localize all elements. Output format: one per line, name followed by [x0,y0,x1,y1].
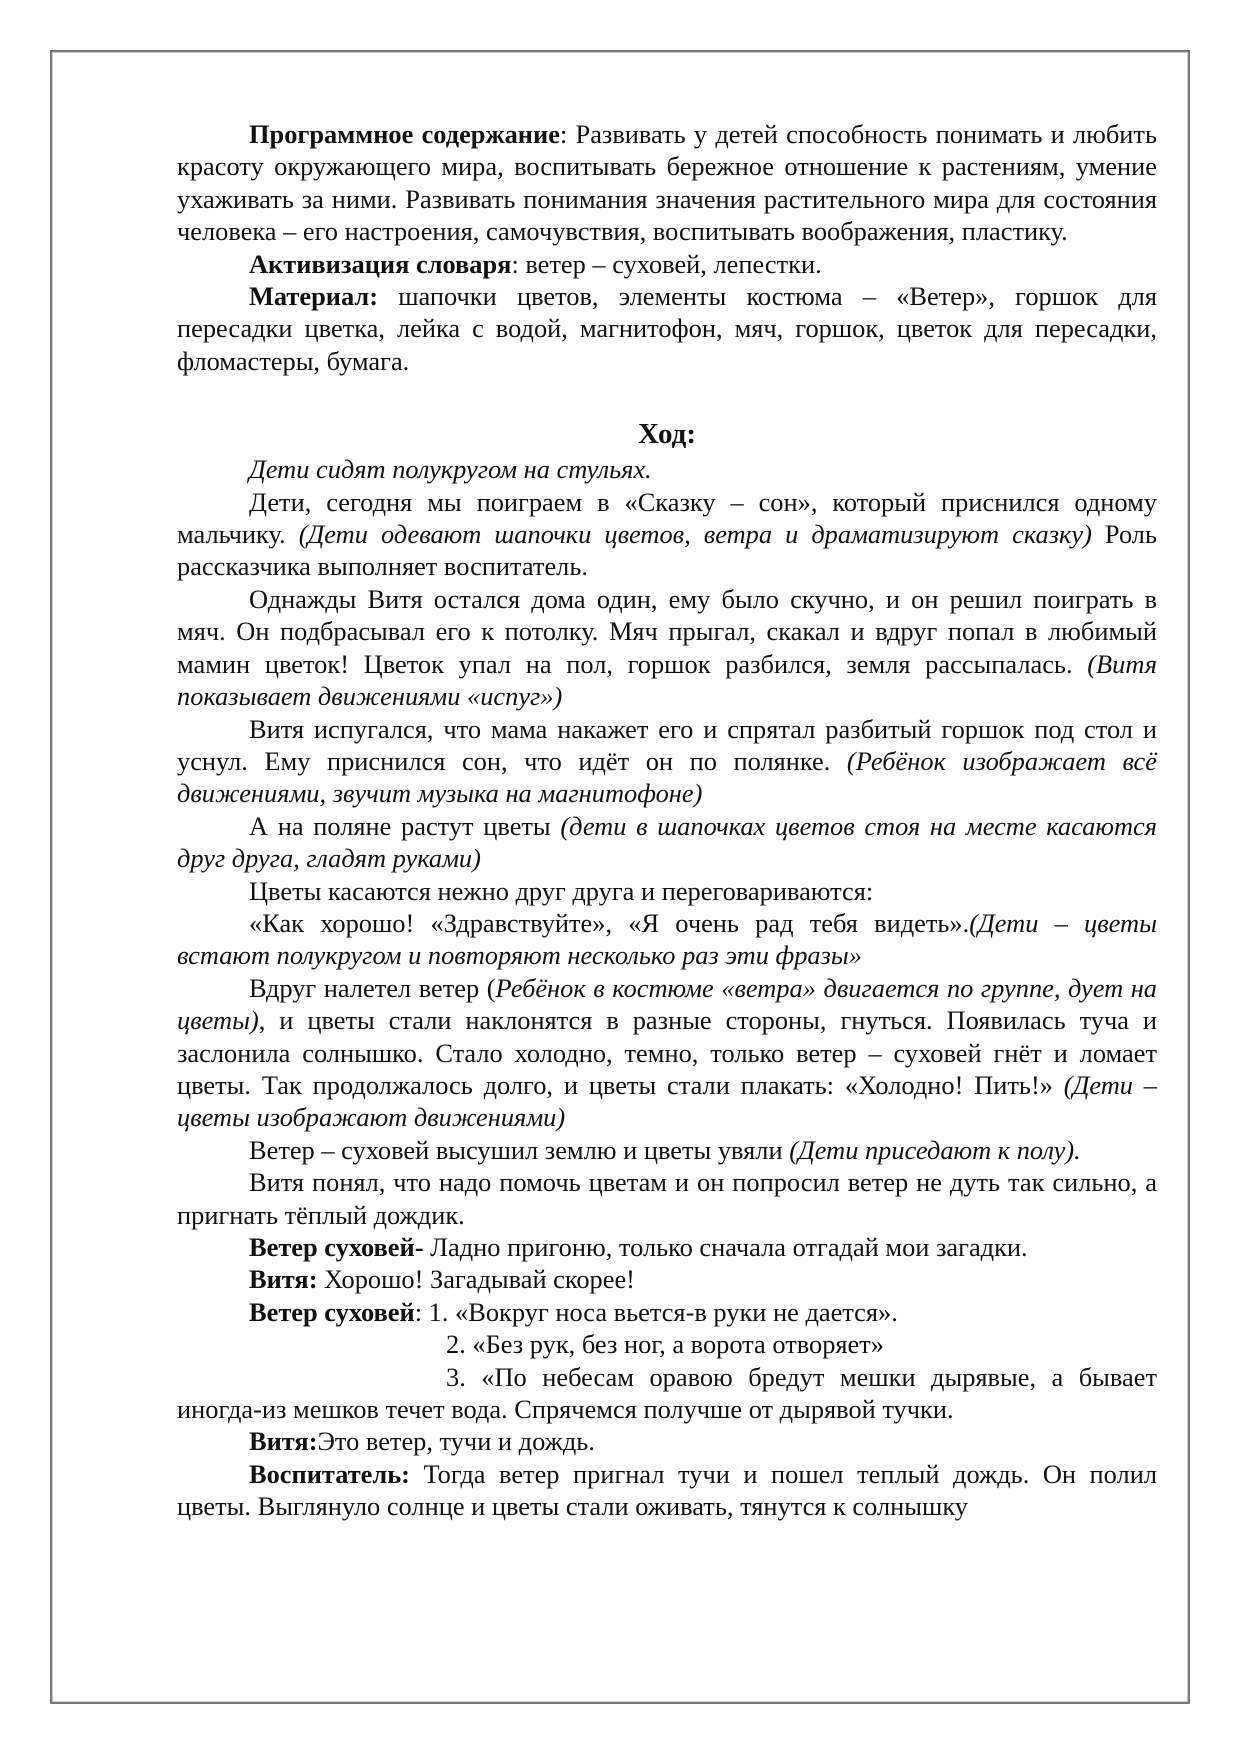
narration-text: Ветер – суховей высушил землю и цветы увяли [249,1134,790,1165]
stage-direction: (Ребёнок изображает всё движениями, звучит музыка на магнитофоне) [177,745,1157,809]
dialogue-text: Тогда ветер пригнал тучи и пошел теплый дождь. Он полил цветы. Выглянуло солнце и цветы стали оживать, тянутся к солнышку [177,1458,1157,1522]
dialogue-vitya-2 [177,1425,1157,1457]
dialogue-text: Это ветер, тучи и дождь. [317,1426,595,1457]
story-paragraph-1 [177,453,1157,485]
narration-text: Вдруг налетел ветер ( [249,972,496,1003]
narration-text: Однажды Витя остался дома один, ему было скучно, и он решил поиграть в мяч. Он подбрасывал его к потолку. Мяч прыгал, скакал и вдруг попал в любимый мамин цветок! Цветок упал на пол, горшок разбился, земля рассыпалась. [177,583,1157,679]
story-paragraph-7 [177,907,1157,972]
section-spacer [177,377,1157,417]
narration-text: Витя понял, что надо помочь цветам и он попросил ветер не дуть так сильно, а пригнать тёплый дождик. [177,1167,1157,1230]
story-paragraph-6 [177,875,1157,907]
stage-direction: (Дети одевают шапочки цветов, ветра и драматизируют сказку) [298,519,1092,550]
dialogue-vitya-1 [177,1263,1157,1295]
speaker-label: Ветер суховей- [249,1232,424,1262]
vocabulary-label: Активизация словаря [249,248,512,279]
narration-text: «Как хорошо! «Здравствуйте», «Я очень рад тебя видеть». [249,907,970,938]
dialogue-text: Ладно пригоню, только сначала отгадай мои загадки. [423,1232,1028,1262]
narration-text: Дети, сегодня мы поиграем в «Сказку – сон», который приснился одному мальчику. [177,486,1157,550]
narration-text: , и цветы стали наклонятся в разные стороны, гнуться. Появилась туча и заслонила солнышко. Стало холодно, темно, только ветер – суховей гнёт и ломает цветы. Так продолжалось долго, и цветы стали плакать: «Холодно! Пить!» [177,1005,1157,1100]
story-paragraph-4 [177,713,1157,810]
story-paragraph-8 [177,972,1157,1134]
stage-direction: (Дети приседают к полу). [789,1134,1081,1165]
dialogue-text: : 1. «Вокруг носа вьется-в руки не дается». [414,1296,898,1327]
story-paragraph-9 [177,1134,1157,1166]
narration-text: Роль рассказчика выполняет воспитатель. [177,519,1157,582]
story-paragraph-3 [177,583,1157,713]
dialogue-wind-1 [177,1231,1157,1263]
dialogue-teacher [177,1458,1157,1523]
vocabulary-paragraph [177,248,1157,280]
stage-direction: Ребёнок в костюме «ветра» двигается по группе, дует на цветы) [177,972,1157,1036]
program-content-text: : Развивать у детей способность понимать и любить красоту окружающего мира, воспитывать бережное отношение к растениям, умение ухаживать за ними. Развивать понимания значения растительного мира для состояния человека – его настроения, самочувствия, воспитывать воображения, пластику. [177,119,1157,247]
dialogue-wind-2 [177,1296,1157,1328]
stage-direction: (Дети – цветы встают полукругом и повторяют несколько раз эти фразы» [177,907,1157,971]
program-content-label: Программное содержание [249,119,560,149]
document-body [177,118,1157,1523]
story-paragraph-2 [177,486,1157,583]
vocabulary-text: : ветер – суховей, лепестки. [511,248,822,279]
narration-text: Витя испугался, что мама накажет его и спрятал разбитый горшок под стол и уснул. Ему приснился сон, что идёт он по полянке. [177,713,1157,776]
riddle-3: 3. «По небесам оравою бредут мешки дырявые, а бывает иногда-из мешков течет вода. Спрячемся получше от дырявой тучки. [177,1361,1157,1425]
speaker-label: Воспитатель: [249,1458,410,1489]
story-paragraph-10 [177,1166,1157,1231]
speaker-label: Витя: [249,1426,318,1457]
material-label: Материал: [249,281,379,312]
dialogue-text: Хорошо! Загадывай скорее! [317,1264,635,1295]
speaker-label: Витя: [249,1264,318,1295]
section-heading: Ход: [637,418,697,451]
stage-direction: (Дети – цветы изображают движениями) [177,1069,1157,1133]
story-paragraph-5 [177,810,1157,875]
program-content-paragraph [177,118,1157,248]
riddle-2: 2. «Без рук, без ног, а ворота отворяет» [446,1329,884,1360]
speaker-label: Ветер суховей [249,1296,415,1327]
material-paragraph [177,280,1157,377]
stage-direction: (Витя показывает движениями «испуг») [177,648,1157,712]
stage-direction: (дети в шапочках цветов стоя на месте касаются друг друга, гладят руками) [177,810,1158,874]
narration-text: Цветы касаются нежно друг друга и переговариваются: [249,875,874,906]
narration-text: А на поляне растут цветы [249,810,561,841]
stage-direction: Дети сидят полукругом на стульях. [249,454,652,485]
material-text: шапочки цветов, элементы костюма – «Ветер», горшок для пересадки цветка, лейка с водой, магнитофон, мяч, горшок, цветок для пересадки, фломастеры, бумага. [177,281,1157,376]
